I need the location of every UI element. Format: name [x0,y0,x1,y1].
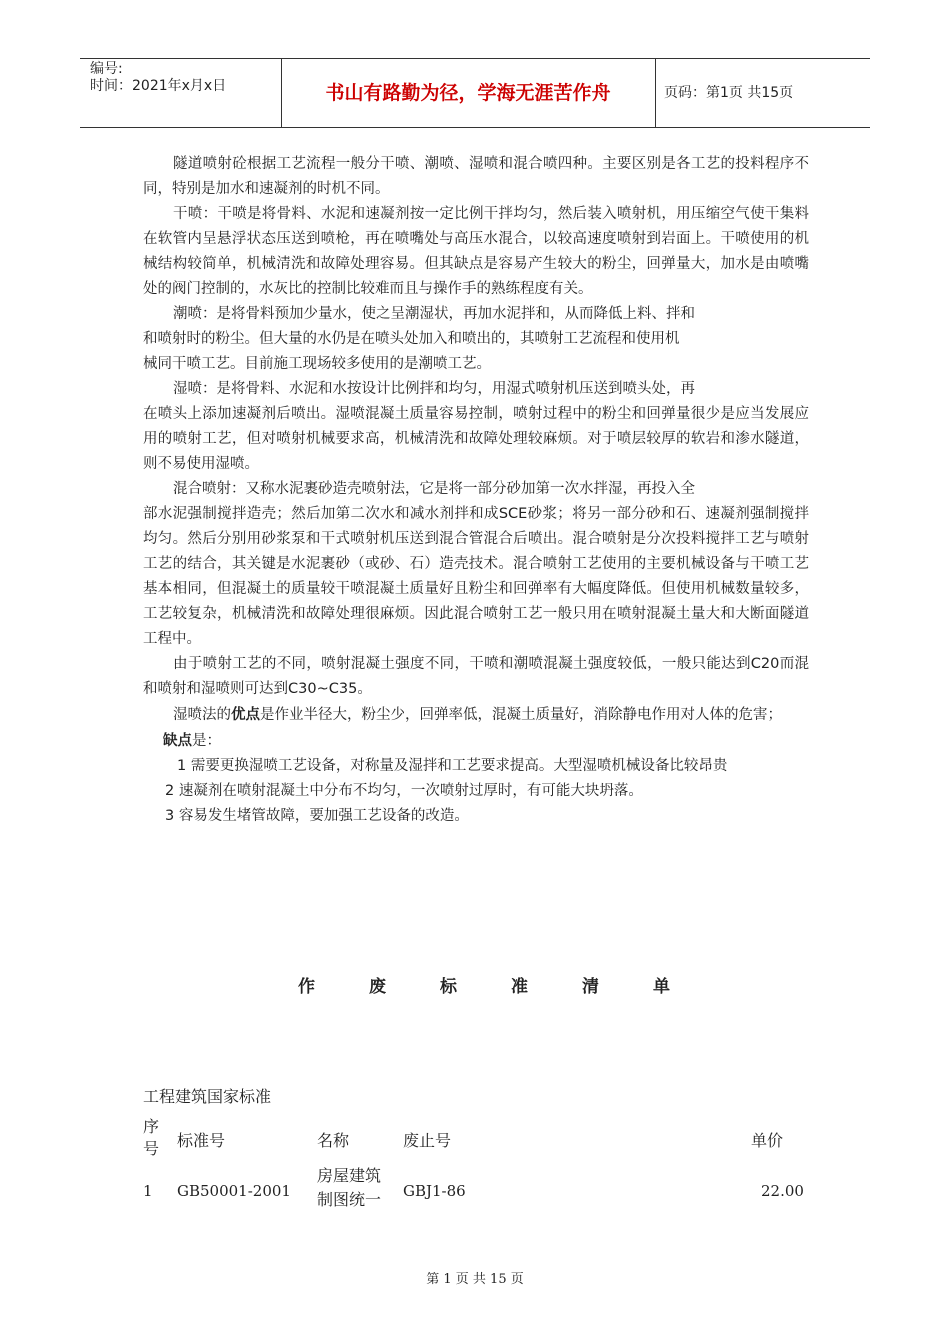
list-text: 容易发生堵管故障，要加强工艺设备的改造。 [178,808,469,824]
header-motto: 书山有路勤为径，学海无涯苦作舟 [325,82,611,104]
text-span: 是作业半径大，粉尘少，回弹率低，混凝土质量好，消除静电作用对人体的危害； [260,707,782,723]
header-divider [655,59,656,127]
paragraph-strength [143,652,809,702]
page-footer: 第 1 页 共 15 页 [426,1272,524,1287]
text-span: 部水泥强制搅拌造壳；然后加第二次水和减水剂拌和成 [143,506,499,522]
paragraph-damp-spray-3: 械同干喷工艺。目前施工现场较多使用的是潮喷工艺。 [143,356,491,372]
list-item [143,804,809,829]
paragraph-wet-spray-1: 湿喷：是将骨料、水泥和水按设计比例拌和均匀，用湿式喷射机压送到喷头处，再 [173,381,695,397]
text-span: 砂浆；将另一部分砂和石、速凝剂强制搅拌均匀。然后分别用砂浆泵和干式喷射机压送到混合管混合后喷出。混合喷射是分次投料搅拌工艺与喷射工艺的结合，其关键是水泥裹砂（或砂、石）造壳技术。混合喷射工艺使用的主要机械设备与干喷工艺基本相同，但混凝土的质量较干喷混凝土质量好且粉尘和回弹率有大幅度降低。但使用机械数量较多，工艺较复杂，机械清洗和故障处理很麻烦。因此混合喷射工艺一般只用在喷射混凝土量大和大断面隧道工程中。 [143,506,809,647]
list-number: 3 [165,808,175,824]
text-span: 。 [357,681,372,697]
section-subtitle: 工程建筑国家标准 [143,1087,272,1106]
text-bold: 优点 [231,706,260,723]
list-item [143,779,809,804]
text-span: 由于喷射工艺的不同，喷射混凝土强度不同，干喷和潮喷混凝土强度较低，一般只能达到 [173,656,751,672]
list-number: 1 [177,758,187,774]
list-item [143,754,809,779]
text-bold: 缺点 [163,732,192,749]
text-span: 湿喷法的 [173,707,231,723]
text-span: 而混和喷射和湿喷则可达到 [143,656,810,697]
list-text: 速凝剂在喷射混凝土中分布不均匀，一次喷射过厚时，有可能大块坍落。 [178,783,643,799]
paragraph-disadvantages [143,728,809,754]
list-text: 需要更换湿喷工艺设备，对称量及湿拌和工艺要求提高。大型湿喷机械设备比较昂贵 [190,758,728,774]
row-price: 22.00 [761,1182,804,1200]
paragraph-mixed-spray-1: 混合喷射：又称水泥裹砂造壳喷射法，它是将一部分砂加第一次水拌湿，再投入全 [173,481,695,497]
row-name [317,1164,381,1212]
row-name-line: 制图统一 [317,1190,382,1209]
header-meta [90,61,276,95]
paragraph-wet-spray-2: 在喷头上添加速凝剂后喷出。湿喷混凝土质量容易控制，喷射过程中的粉尘和回弹量很少是应当发展应用的喷射工艺，但对喷射机械要求高，机械清洗和故障处理较麻烦。对于喷层较厚的软岩和渗水隧道，则不易使用湿喷。 [143,406,809,472]
section-title: 作废标准清单 [298,977,724,997]
paragraph-advantages [143,702,809,728]
header-price: 单价 [751,1131,784,1150]
time-label: 时间：2021年x月x日 [90,78,227,94]
row-standard-number: GB50001-2001 [177,1182,291,1200]
paragraph-damp-spray-2: 和喷射时的粉尘。但大量的水仍是在喷头处加入和喷出的，其喷射工艺流程和使用机 [143,331,680,347]
page-header [80,58,870,128]
row-seq: 1 [143,1182,153,1200]
paragraph-mixed-spray-2 [143,502,809,652]
row-name-line: 房屋建筑 [317,1166,382,1185]
header-seq-line: 序 [143,1117,160,1136]
list-number: 2 [165,783,175,799]
header-seq-line: 号 [143,1139,160,1158]
text-span: C20 [750,656,780,672]
paragraph-intro: 隧道喷射砼根据工艺流程一般分干喷、潮喷、湿喷和混合喷四种。主要区别是各工艺的投料程序不同，特别是加水和速凝剂的时机不同。 [143,156,809,197]
header-standard-number: 标准号 [177,1131,226,1150]
header-name: 名称 [317,1131,350,1150]
text-span: C30~C35 [288,681,358,697]
paragraph-dry-spray: 干喷：干喷是将骨料、水泥和速凝剂按一定比例干拌均匀，然后装入喷射机，用压缩空气使干集料在软管内呈悬浮状态压送到喷枪，再在喷嘴处与高压水混合，以较高速度喷射到岩面上。干喷使用的机械结构较简单，机械清洗和故障处理容易。但其缺点是容易产生较大的粉尘，回弹量大，加水是由喷嘴处的阀门控制的，水灰比的控制比较难而且与操作手的熟练程度有关。 [143,206,809,297]
paragraph-damp-spray-1: 潮喷：是将骨料预加少量水，使之呈潮湿状，再加水泥拌和，从而降低上料、拌和 [173,306,695,322]
header-void-number: 废止号 [403,1131,452,1150]
number-label: 编号: [90,61,123,77]
text-span: SCE [498,506,528,522]
header-page-info: 页码：第1页 共15页 [664,85,794,101]
body-text [143,152,809,829]
text-span: 是： [192,733,221,749]
header-seq [143,1116,159,1160]
row-void-number: GBJ1-86 [403,1182,466,1200]
